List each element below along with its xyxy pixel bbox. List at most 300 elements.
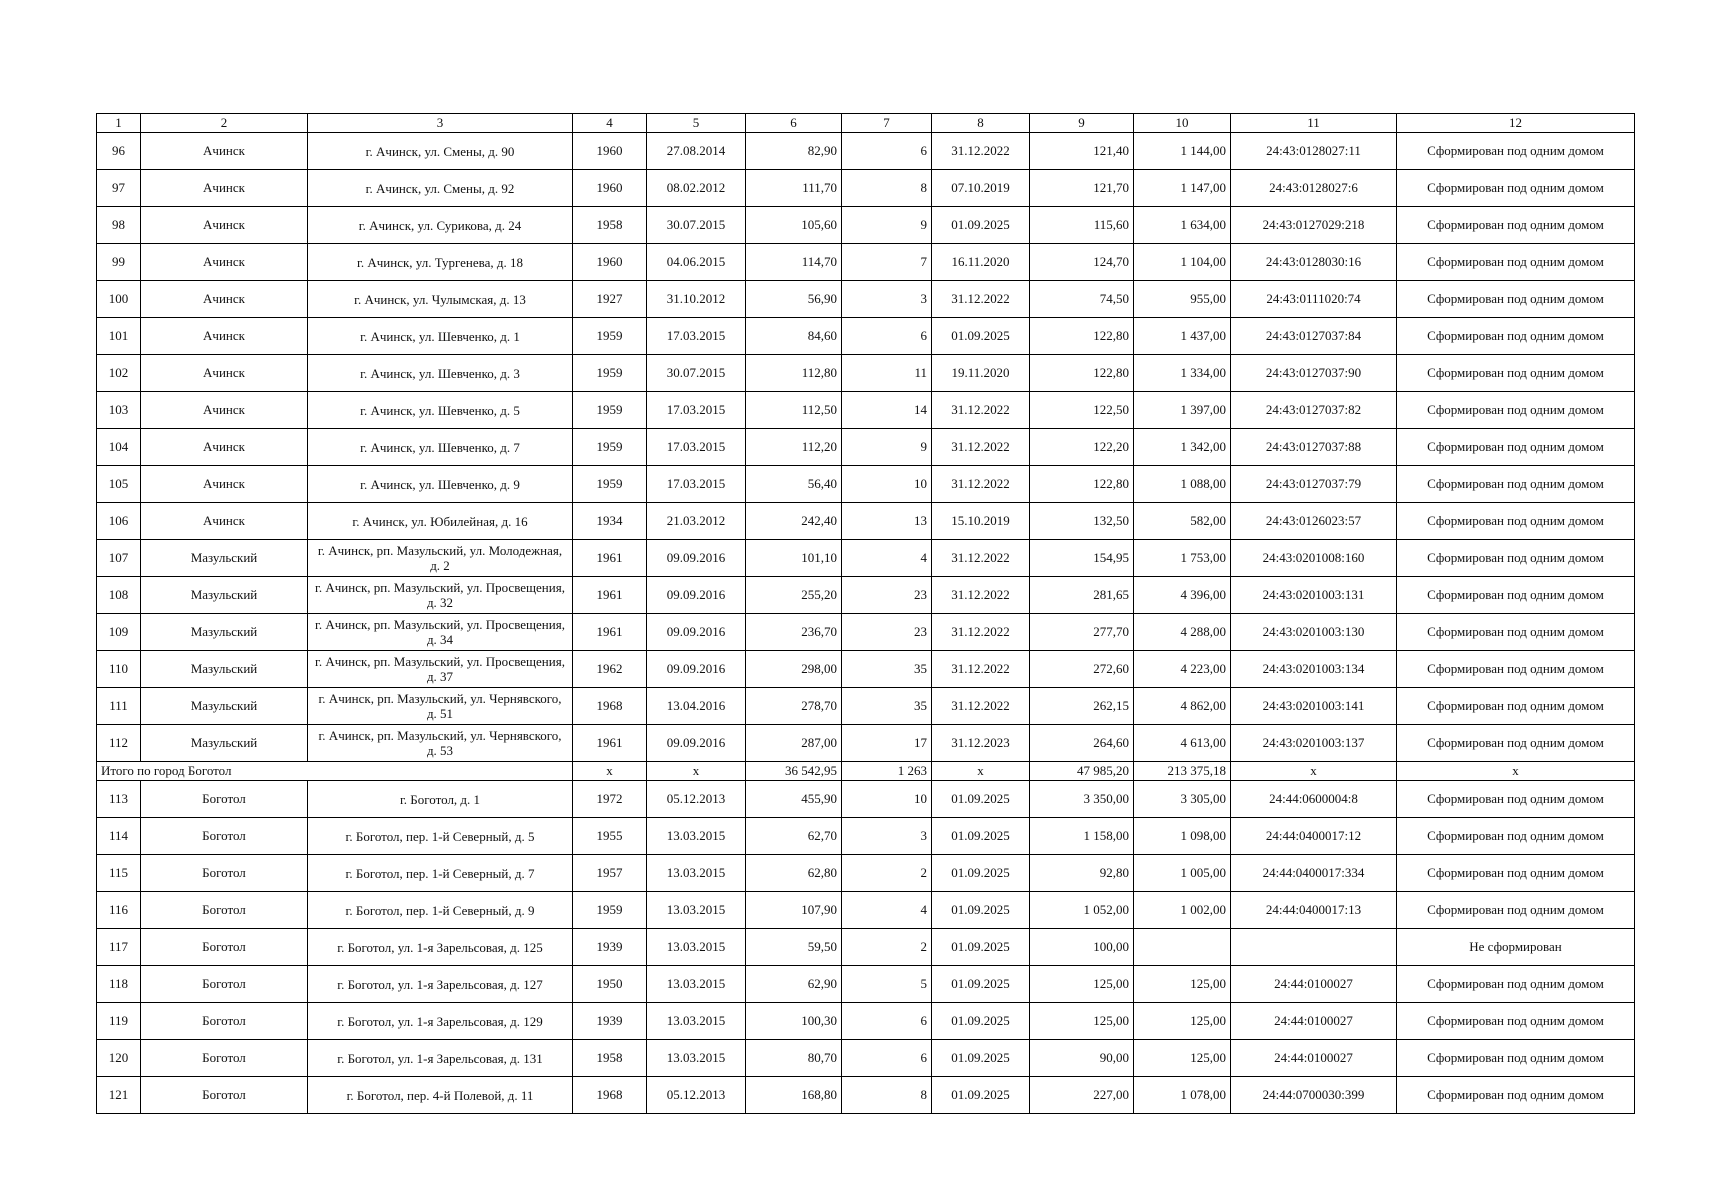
status-cell: Сформирован под одним домом <box>1397 429 1635 466</box>
residents-cell: 2 <box>842 929 932 966</box>
area-cell: 255,20 <box>746 577 842 614</box>
value-9-cell: 122,50 <box>1030 392 1134 429</box>
row-number-cell: 101 <box>97 318 141 355</box>
deadline-cell: 01.09.2025 <box>932 892 1030 929</box>
year-built-cell: 1957 <box>573 855 647 892</box>
area-cell: 112,50 <box>746 392 842 429</box>
table-row <box>97 318 1635 355</box>
value-9-cell: 3 350,00 <box>1030 781 1134 818</box>
settlement-cell: Ачинск <box>141 281 308 318</box>
cadastral-number-cell: 24:43:0127037:82 <box>1231 392 1397 429</box>
residents-cell: 6 <box>842 1003 932 1040</box>
residents-cell: 10 <box>842 466 932 503</box>
deadline-cell: 19.11.2020 <box>932 355 1030 392</box>
settlement-cell: Ачинск <box>141 170 308 207</box>
row-number-cell: 109 <box>97 614 141 651</box>
settlement-cell: Мазульский <box>141 614 308 651</box>
status-cell: Сформирован под одним домом <box>1397 281 1635 318</box>
date-cell: 05.12.2013 <box>647 1077 746 1114</box>
value-10-cell: 4 396,00 <box>1134 577 1231 614</box>
area-cell: 287,00 <box>746 725 842 762</box>
row-number-cell: 107 <box>97 540 141 577</box>
settlement-cell: Мазульский <box>141 577 308 614</box>
value-10-cell: 582,00 <box>1134 503 1231 540</box>
date-cell: 31.10.2012 <box>647 281 746 318</box>
value-10-cell: 1 098,00 <box>1134 818 1231 855</box>
value-10-cell: 1 334,00 <box>1134 355 1231 392</box>
settlement-cell: Ачинск <box>141 429 308 466</box>
deadline-cell: 01.09.2025 <box>932 818 1030 855</box>
residents-cell: 6 <box>842 318 932 355</box>
status-cell: Сформирован под одним домом <box>1397 1003 1635 1040</box>
area-cell: 112,20 <box>746 429 842 466</box>
row-number-cell: 97 <box>97 170 141 207</box>
area-cell: 80,70 <box>746 1040 842 1077</box>
settlement-cell: Боготол <box>141 855 308 892</box>
deadline-cell: 31.12.2022 <box>932 688 1030 725</box>
area-cell: 105,60 <box>746 207 842 244</box>
table-row <box>97 651 1635 688</box>
table-row <box>97 892 1635 929</box>
row-number-cell: 110 <box>97 651 141 688</box>
value-10-cell: 4 862,00 <box>1134 688 1231 725</box>
row-number-cell: 115 <box>97 855 141 892</box>
table-row <box>97 170 1635 207</box>
year-built-cell: 1959 <box>573 318 647 355</box>
row-number-cell: 105 <box>97 466 141 503</box>
area-cell: 100,30 <box>746 1003 842 1040</box>
residents-cell: 17 <box>842 725 932 762</box>
value-9-cell: 1 158,00 <box>1030 818 1134 855</box>
residents-cell: 3 <box>842 818 932 855</box>
total-cell-4: x <box>573 762 647 781</box>
row-number-cell: 114 <box>97 818 141 855</box>
deadline-cell: 31.12.2022 <box>932 429 1030 466</box>
value-9-cell: 122,80 <box>1030 318 1134 355</box>
year-built-cell: 1961 <box>573 577 647 614</box>
table-row <box>97 614 1635 651</box>
residents-cell: 8 <box>842 1077 932 1114</box>
date-cell: 17.03.2015 <box>647 392 746 429</box>
cadastral-number-cell: 24:43:0201008:160 <box>1231 540 1397 577</box>
value-9-cell: 74,50 <box>1030 281 1134 318</box>
settlement-cell: Боготол <box>141 1040 308 1077</box>
table-row <box>97 466 1635 503</box>
value-9-cell: 264,60 <box>1030 725 1134 762</box>
year-built-cell: 1968 <box>573 1077 647 1114</box>
value-9-cell: 277,70 <box>1030 614 1134 651</box>
row-number-cell: 120 <box>97 1040 141 1077</box>
year-built-cell: 1959 <box>573 892 647 929</box>
deadline-cell: 31.12.2022 <box>932 392 1030 429</box>
cadastral-number-cell: 24:43:0201003:134 <box>1231 651 1397 688</box>
cadastral-number-cell: 24:43:0201003:130 <box>1231 614 1397 651</box>
area-cell: 242,40 <box>746 503 842 540</box>
settlement-cell: Ачинск <box>141 318 308 355</box>
address-cell: г. Ачинск, рп. Мазульский, ул. Чернявского, д. 53 <box>308 725 573 762</box>
year-built-cell: 1960 <box>573 133 647 170</box>
year-built-cell: 1939 <box>573 1003 647 1040</box>
deadline-cell: 01.09.2025 <box>932 1077 1030 1114</box>
cadastral-number-cell: 24:44:0100027 <box>1231 1003 1397 1040</box>
year-built-cell: 1959 <box>573 355 647 392</box>
residents-cell: 3 <box>842 281 932 318</box>
table-total <box>97 762 1635 781</box>
value-9-cell: 121,70 <box>1030 170 1134 207</box>
year-built-cell: 1958 <box>573 1040 647 1077</box>
value-9-cell: 272,60 <box>1030 651 1134 688</box>
value-9-cell: 122,20 <box>1030 429 1134 466</box>
date-cell: 13.03.2015 <box>647 929 746 966</box>
residents-cell: 9 <box>842 429 932 466</box>
date-cell: 17.03.2015 <box>647 318 746 355</box>
address-cell: г. Боготол, ул. 1-я Зарельсовая, д. 125 <box>308 929 573 966</box>
value-9-cell: 262,15 <box>1030 688 1134 725</box>
settlement-cell: Мазульский <box>141 725 308 762</box>
settlement-cell: Ачинск <box>141 207 308 244</box>
table-body-bogotol <box>97 781 1635 1114</box>
area-cell: 62,90 <box>746 966 842 1003</box>
table-body-achinsk <box>97 133 1635 762</box>
value-9-cell: 132,50 <box>1030 503 1134 540</box>
year-built-cell: 1934 <box>573 503 647 540</box>
date-cell: 13.03.2015 <box>647 855 746 892</box>
row-number-cell: 96 <box>97 133 141 170</box>
date-cell: 05.12.2013 <box>647 781 746 818</box>
address-cell: г. Ачинск, рп. Мазульский, ул. Просвещения, д. 34 <box>308 614 573 651</box>
cadastral-number-cell: 24:43:0127037:88 <box>1231 429 1397 466</box>
status-cell: Сформирован под одним домом <box>1397 1040 1635 1077</box>
cadastral-number-cell: 24:43:0126023:57 <box>1231 503 1397 540</box>
date-cell: 13.03.2015 <box>647 1040 746 1077</box>
settlement-cell: Боготол <box>141 966 308 1003</box>
year-built-cell: 1959 <box>573 429 647 466</box>
table-row <box>97 1040 1635 1077</box>
row-number-cell: 106 <box>97 503 141 540</box>
address-cell: г. Ачинск, ул. Шевченко, д. 9 <box>308 466 573 503</box>
row-number-cell: 111 <box>97 688 141 725</box>
col-header-9: 9 <box>1030 114 1134 133</box>
area-cell: 168,80 <box>746 1077 842 1114</box>
table-row <box>97 577 1635 614</box>
deadline-cell: 01.09.2025 <box>932 966 1030 1003</box>
status-cell: Сформирован под одним домом <box>1397 688 1635 725</box>
residents-cell: 35 <box>842 651 932 688</box>
year-built-cell: 1955 <box>573 818 647 855</box>
deadline-cell: 31.12.2022 <box>932 614 1030 651</box>
settlement-cell: Ачинск <box>141 392 308 429</box>
address-cell: г. Ачинск, ул. Юбилейная, д. 16 <box>308 503 573 540</box>
col-header-2: 2 <box>141 114 308 133</box>
date-cell: 04.06.2015 <box>647 244 746 281</box>
deadline-cell: 01.09.2025 <box>932 781 1030 818</box>
status-cell: Сформирован под одним домом <box>1397 855 1635 892</box>
date-cell: 13.03.2015 <box>647 966 746 1003</box>
value-9-cell: 92,80 <box>1030 855 1134 892</box>
status-cell: Сформирован под одним домом <box>1397 614 1635 651</box>
table-row <box>97 725 1635 762</box>
value-10-cell <box>1134 929 1231 966</box>
year-built-cell: 1968 <box>573 688 647 725</box>
status-cell: Сформирован под одним домом <box>1397 466 1635 503</box>
total-cell-8: x <box>932 762 1030 781</box>
col-header-8: 8 <box>932 114 1030 133</box>
deadline-cell: 01.09.2025 <box>932 929 1030 966</box>
table-row <box>97 503 1635 540</box>
deadline-cell: 15.10.2019 <box>932 503 1030 540</box>
date-cell: 30.07.2015 <box>647 355 746 392</box>
year-built-cell: 1962 <box>573 651 647 688</box>
value-10-cell: 1 147,00 <box>1134 170 1231 207</box>
status-cell: Сформирован под одним домом <box>1397 133 1635 170</box>
table-row <box>97 429 1635 466</box>
status-cell: Сформирован под одним домом <box>1397 540 1635 577</box>
value-9-cell: 121,40 <box>1030 133 1134 170</box>
address-cell: г. Ачинск, ул. Чулымская, д. 13 <box>308 281 573 318</box>
address-cell: г. Ачинск, ул. Шевченко, д. 5 <box>308 392 573 429</box>
status-cell: Не сформирован <box>1397 929 1635 966</box>
value-10-cell: 1 753,00 <box>1134 540 1231 577</box>
value-10-cell: 4 223,00 <box>1134 651 1231 688</box>
table-row <box>97 207 1635 244</box>
row-number-cell: 108 <box>97 577 141 614</box>
settlement-cell: Мазульский <box>141 651 308 688</box>
address-cell: г. Ачинск, ул. Шевченко, д. 3 <box>308 355 573 392</box>
date-cell: 13.03.2015 <box>647 1003 746 1040</box>
total-cell-5: x <box>647 762 746 781</box>
column-number-row <box>97 114 1635 133</box>
deadline-cell: 16.11.2020 <box>932 244 1030 281</box>
col-header-6: 6 <box>746 114 842 133</box>
cadastral-number-cell: 24:43:0128027:6 <box>1231 170 1397 207</box>
cadastral-number-cell: 24:44:0100027 <box>1231 1040 1397 1077</box>
row-number-cell: 118 <box>97 966 141 1003</box>
value-9-cell: 227,00 <box>1030 1077 1134 1114</box>
settlement-cell: Боготол <box>141 781 308 818</box>
year-built-cell: 1960 <box>573 244 647 281</box>
value-10-cell: 125,00 <box>1134 1040 1231 1077</box>
table-row <box>97 688 1635 725</box>
address-cell: г. Ачинск, ул. Смены, д. 92 <box>308 170 573 207</box>
date-cell: 27.08.2014 <box>647 133 746 170</box>
row-number-cell: 102 <box>97 355 141 392</box>
address-cell: г. Ачинск, ул. Шевченко, д. 7 <box>308 429 573 466</box>
date-cell: 09.09.2016 <box>647 614 746 651</box>
status-cell: Сформирован под одним домом <box>1397 725 1635 762</box>
table-row <box>97 281 1635 318</box>
status-cell: Сформирован под одним домом <box>1397 651 1635 688</box>
address-cell: г. Ачинск, рп. Мазульский, ул. Молодежная, д. 2 <box>308 540 573 577</box>
value-9-cell: 100,00 <box>1030 929 1134 966</box>
deadline-cell: 01.09.2025 <box>932 1040 1030 1077</box>
deadline-cell: 01.09.2025 <box>932 207 1030 244</box>
residents-cell: 11 <box>842 355 932 392</box>
value-10-cell: 1 342,00 <box>1134 429 1231 466</box>
col-header-11: 11 <box>1231 114 1397 133</box>
year-built-cell: 1961 <box>573 614 647 651</box>
cadastral-number-cell: 24:44:0400017:13 <box>1231 892 1397 929</box>
residents-cell: 9 <box>842 207 932 244</box>
year-built-cell: 1972 <box>573 781 647 818</box>
settlement-cell: Ачинск <box>141 503 308 540</box>
date-cell: 09.09.2016 <box>647 725 746 762</box>
cadastral-number-cell: 24:43:0127037:79 <box>1231 466 1397 503</box>
date-cell: 13.03.2015 <box>647 892 746 929</box>
status-cell: Сформирован под одним домом <box>1397 170 1635 207</box>
settlement-cell: Боготол <box>141 1003 308 1040</box>
value-10-cell: 1 078,00 <box>1134 1077 1231 1114</box>
deadline-cell: 31.12.2022 <box>932 577 1030 614</box>
cadastral-number-cell: 24:43:0127037:84 <box>1231 318 1397 355</box>
residents-cell: 4 <box>842 540 932 577</box>
total-cell-11: x <box>1231 762 1397 781</box>
area-cell: 111,70 <box>746 170 842 207</box>
area-cell: 101,10 <box>746 540 842 577</box>
area-cell: 62,80 <box>746 855 842 892</box>
row-number-cell: 112 <box>97 725 141 762</box>
date-cell: 30.07.2015 <box>647 207 746 244</box>
residents-cell: 6 <box>842 1040 932 1077</box>
cadastral-number-cell: 24:44:0100027 <box>1231 966 1397 1003</box>
area-cell: 56,40 <box>746 466 842 503</box>
value-10-cell: 125,00 <box>1134 1003 1231 1040</box>
deadline-cell: 31.12.2022 <box>932 540 1030 577</box>
value-10-cell: 1 104,00 <box>1134 244 1231 281</box>
value-10-cell: 1 634,00 <box>1134 207 1231 244</box>
row-number-cell: 103 <box>97 392 141 429</box>
table-row <box>97 133 1635 170</box>
value-9-cell: 124,70 <box>1030 244 1134 281</box>
deadline-cell: 07.10.2019 <box>932 170 1030 207</box>
residents-cell: 8 <box>842 170 932 207</box>
status-cell: Сформирован под одним домом <box>1397 1077 1635 1114</box>
settlement-cell: Боготол <box>141 1077 308 1114</box>
date-cell: 09.09.2016 <box>647 651 746 688</box>
total-cell-9: 47 985,20 <box>1030 762 1134 781</box>
settlement-cell: Ачинск <box>141 466 308 503</box>
date-cell: 13.04.2016 <box>647 688 746 725</box>
value-10-cell: 1 088,00 <box>1134 466 1231 503</box>
value-10-cell: 1 002,00 <box>1134 892 1231 929</box>
col-header-5: 5 <box>647 114 746 133</box>
address-cell: г. Боготол, д. 1 <box>308 781 573 818</box>
date-cell: 08.02.2012 <box>647 170 746 207</box>
value-9-cell: 125,00 <box>1030 966 1134 1003</box>
cadastral-number-cell: 24:43:0127037:90 <box>1231 355 1397 392</box>
col-header-3: 3 <box>308 114 573 133</box>
settlement-cell: Мазульский <box>141 688 308 725</box>
table-row <box>97 929 1635 966</box>
year-built-cell: 1939 <box>573 929 647 966</box>
cadastral-number-cell: 24:43:0128030:16 <box>1231 244 1397 281</box>
settlement-cell: Ачинск <box>141 133 308 170</box>
value-9-cell: 125,00 <box>1030 1003 1134 1040</box>
date-cell: 13.03.2015 <box>647 818 746 855</box>
total-cell-12: x <box>1397 762 1635 781</box>
col-header-7: 7 <box>842 114 932 133</box>
residents-cell: 2 <box>842 855 932 892</box>
total-cell-7: 1 263 <box>842 762 932 781</box>
residents-cell: 4 <box>842 892 932 929</box>
cadastral-number-cell: 24:43:0127029:218 <box>1231 207 1397 244</box>
cadastral-number-cell: 24:43:0201003:137 <box>1231 725 1397 762</box>
address-cell: г. Ачинск, рп. Мазульский, ул. Просвещения, д. 32 <box>308 577 573 614</box>
area-cell: 56,90 <box>746 281 842 318</box>
cadastral-number-cell: 24:43:0128027:11 <box>1231 133 1397 170</box>
status-cell: Сформирован под одним домом <box>1397 818 1635 855</box>
table-row <box>97 540 1635 577</box>
year-built-cell: 1958 <box>573 207 647 244</box>
value-9-cell: 1 052,00 <box>1030 892 1134 929</box>
area-cell: 114,70 <box>746 244 842 281</box>
cadastral-number-cell: 24:43:0201003:131 <box>1231 577 1397 614</box>
status-cell: Сформирован под одним домом <box>1397 355 1635 392</box>
row-number-cell: 113 <box>97 781 141 818</box>
col-header-1: 1 <box>97 114 141 133</box>
settlement-cell: Ачинск <box>141 355 308 392</box>
residents-cell: 6 <box>842 133 932 170</box>
value-10-cell: 1 437,00 <box>1134 318 1231 355</box>
deadline-cell: 31.12.2022 <box>932 651 1030 688</box>
row-number-cell: 117 <box>97 929 141 966</box>
col-header-10: 10 <box>1134 114 1231 133</box>
value-9-cell: 115,60 <box>1030 207 1134 244</box>
residents-cell: 10 <box>842 781 932 818</box>
area-cell: 298,00 <box>746 651 842 688</box>
year-built-cell: 1950 <box>573 966 647 1003</box>
settlement-cell: Ачинск <box>141 244 308 281</box>
area-cell: 455,90 <box>746 781 842 818</box>
area-cell: 107,90 <box>746 892 842 929</box>
value-10-cell: 125,00 <box>1134 966 1231 1003</box>
cadastral-number-cell: 24:43:0111020:74 <box>1231 281 1397 318</box>
cadastral-number-cell: 24:44:0600004:8 <box>1231 781 1397 818</box>
residents-cell: 14 <box>842 392 932 429</box>
row-number-cell: 116 <box>97 892 141 929</box>
row-number-cell: 104 <box>97 429 141 466</box>
address-cell: г. Боготол, пер. 1-й Северный, д. 5 <box>308 818 573 855</box>
col-header-4: 4 <box>573 114 647 133</box>
cadastral-number-cell: 24:44:0400017:334 <box>1231 855 1397 892</box>
value-10-cell: 1 144,00 <box>1134 133 1231 170</box>
address-cell: г. Боготол, ул. 1-я Зарельсовая, д. 129 <box>308 1003 573 1040</box>
address-cell: г. Ачинск, рп. Мазульский, ул. Просвещения, д. 37 <box>308 651 573 688</box>
settlement-cell: Боготол <box>141 892 308 929</box>
address-cell: г. Боготол, ул. 1-я Зарельсовая, д. 127 <box>308 966 573 1003</box>
address-cell: г. Боготол, пер. 1-й Северный, д. 9 <box>308 892 573 929</box>
year-built-cell: 1961 <box>573 725 647 762</box>
date-cell: 09.09.2016 <box>647 577 746 614</box>
total-cell-10: 213 375,18 <box>1134 762 1231 781</box>
residents-cell: 23 <box>842 614 932 651</box>
residents-cell: 35 <box>842 688 932 725</box>
value-10-cell: 1 397,00 <box>1134 392 1231 429</box>
value-9-cell: 90,00 <box>1030 1040 1134 1077</box>
status-cell: Сформирован под одним домом <box>1397 244 1635 281</box>
cadastral-number-cell: 24:43:0201003:141 <box>1231 688 1397 725</box>
residents-cell: 5 <box>842 966 932 1003</box>
date-cell: 17.03.2015 <box>647 429 746 466</box>
residents-cell: 13 <box>842 503 932 540</box>
deadline-cell: 01.09.2025 <box>932 1003 1030 1040</box>
deadline-cell: 01.09.2025 <box>932 318 1030 355</box>
area-cell: 112,80 <box>746 355 842 392</box>
table-row <box>97 818 1635 855</box>
table-row <box>97 392 1635 429</box>
address-cell: г. Боготол, ул. 1-я Зарельсовая, д. 131 <box>308 1040 573 1077</box>
address-cell: г. Ачинск, рп. Мазульский, ул. Чернявского, д. 51 <box>308 688 573 725</box>
row-number-cell: 121 <box>97 1077 141 1114</box>
